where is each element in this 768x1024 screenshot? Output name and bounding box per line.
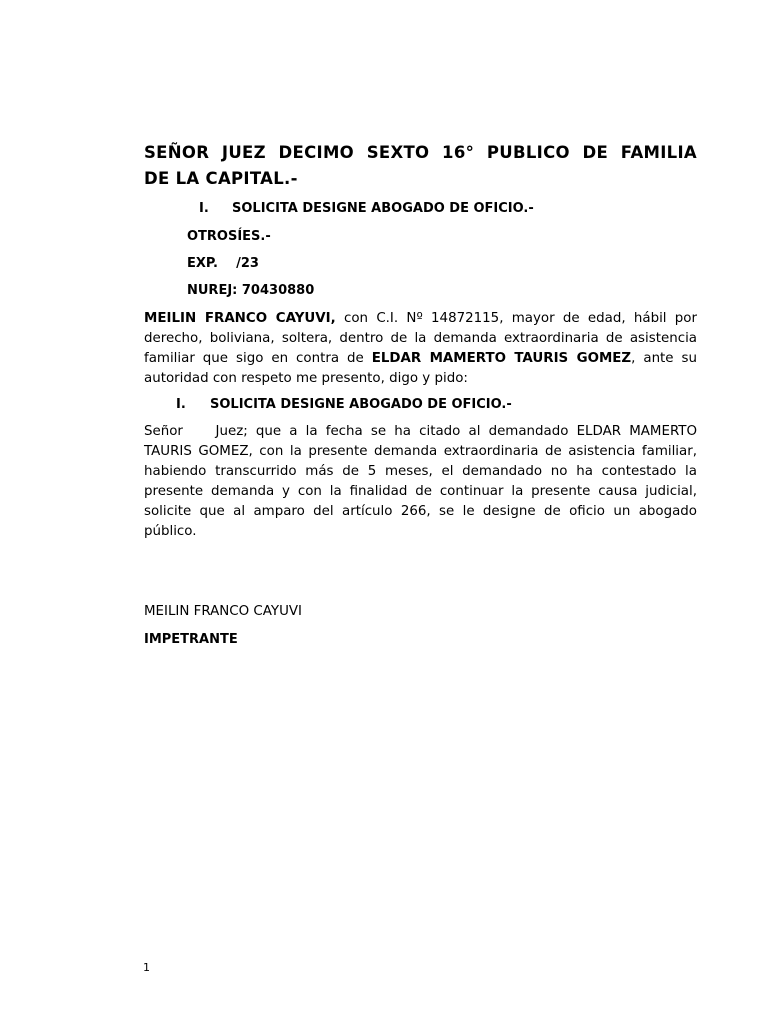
intro-line-4: autoridad con respeto me presento, digo y pido: [144,371,468,386]
section-numeral: I. [176,397,186,412]
intro-line-3-post: , ante su [631,351,697,366]
intro-line-3-pre: familiar que sigo en contra de [144,351,372,366]
section-title: SOLICITA DESIGNE ABOGADO DE OFICIO.- [210,397,512,412]
body-line-2: TAURIS GOMEZ, con la presente demanda extraordinaria de asistencia familiar, [144,444,697,459]
intro-line-3 [144,349,697,369]
body-line-5: solicite que al amparo del artículo 266, se le designe de oficio un abogado [144,504,697,519]
body-line-1: Señor Juez; que a la fecha se ha citado al demandado ELDAR MAMERTO [144,424,697,439]
summary-item-text: SOLICITA DESIGNE ABOGADO DE OFICIO.- [232,201,534,216]
body-line-4: presente demanda y con la finalidad de continuar la presente causa judicial, [144,484,697,499]
intro-line-1-text: con C.I. Nº 14872115, mayor de edad, hábil por [335,311,698,326]
intro-paragraph [144,309,697,389]
heading-line-1: SEÑOR JUEZ DECIMO SEXTO 16° PUBLICO DE FAMILIA [144,143,697,162]
body-line-3: habiendo transcurrido más de 5 meses, el demandado no ha contestado la [144,464,697,479]
signature-name: MEILIN FRANCO CAYUVI [144,604,302,619]
nurej-label: NUREJ: 70430880 [187,283,315,298]
petitioner-name: MEILIN FRANCO CAYUVI, [144,311,336,326]
heading-line-2: DE LA CAPITAL.- [144,169,298,188]
intro-line-1 [144,309,697,329]
intro-line-2: derecho, boliviana, soltera, dentro de la demanda extraordinaria de asistencia [144,331,697,346]
exp-label: EXP. /23 [187,256,259,271]
defendant-name: ELDAR MAMERTO TAURIS GOMEZ [371,351,632,366]
document-heading [144,140,697,192]
otrosies-label: OTROSÍES.- [187,229,271,244]
signature-role: IMPETRANTE [144,632,238,647]
page-number: 1 [143,961,150,974]
body-line-6: público. [144,524,197,539]
summary-item-numeral: I. [199,201,209,216]
body-paragraph [144,422,697,542]
